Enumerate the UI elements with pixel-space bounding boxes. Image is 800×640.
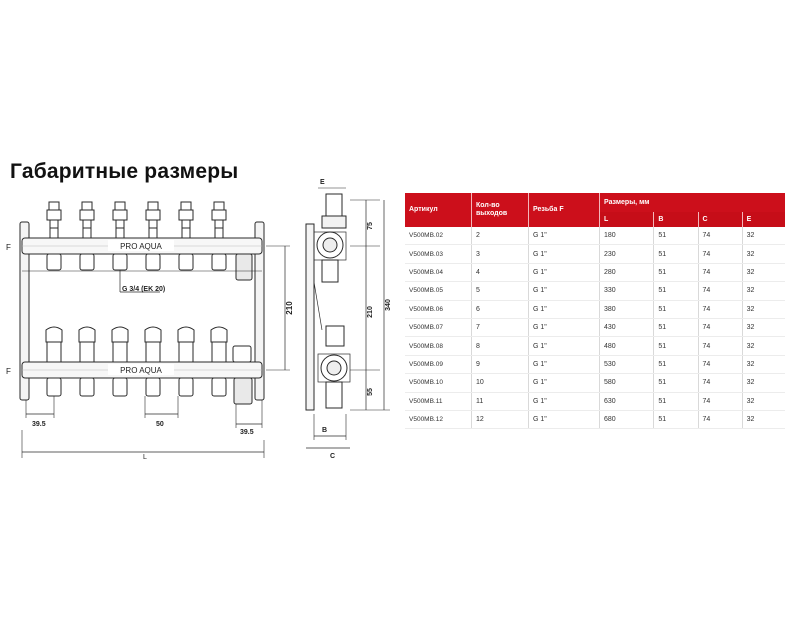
header-c: C xyxy=(698,212,742,227)
cell-thread: G 1" xyxy=(529,410,600,428)
cell-c: 74 xyxy=(698,392,742,410)
cell-e: 32 xyxy=(742,374,785,392)
flow-meters xyxy=(47,202,226,238)
cell-b: 51 xyxy=(654,245,698,263)
cell-article: V500MB.06 xyxy=(405,300,472,318)
cell-c: 74 xyxy=(698,355,742,373)
cell-thread: G 1" xyxy=(529,374,600,392)
front-view xyxy=(6,202,294,461)
header-e: E xyxy=(742,212,785,227)
supply-bar xyxy=(22,238,262,254)
cell-article: V500MB.10 xyxy=(405,374,472,392)
cell-b: 51 xyxy=(654,227,698,245)
inlet-label-bottom: F xyxy=(6,367,11,376)
table-row xyxy=(405,263,785,281)
cell-article: V500MB.09 xyxy=(405,355,472,373)
side-dim-210: 210 xyxy=(367,306,374,318)
cell-l: 480 xyxy=(600,337,654,355)
cell-article: V500MB.12 xyxy=(405,410,472,428)
cell-e: 32 xyxy=(742,337,785,355)
cell-l: 230 xyxy=(600,245,654,263)
inlet-label-top: F xyxy=(6,243,11,252)
cell-outlets: 9 xyxy=(472,355,529,373)
left-offset-dimension: 39.5 xyxy=(32,421,46,428)
cell-c: 74 xyxy=(698,318,742,336)
length-dimension: L xyxy=(143,454,147,461)
cell-outlets: 4 xyxy=(472,263,529,281)
cell-l: 280 xyxy=(600,263,654,281)
cell-article: V500MB.03 xyxy=(405,245,472,263)
header-thread: Резьба F xyxy=(529,193,600,227)
cell-l: 380 xyxy=(600,300,654,318)
table-row xyxy=(405,355,785,373)
cell-e: 32 xyxy=(742,245,785,263)
cell-l: 530 xyxy=(600,355,654,373)
table-row xyxy=(405,245,785,263)
side-label-e: E xyxy=(320,179,325,186)
brand-label-bottom: PRO AQUA xyxy=(120,366,162,375)
cell-c: 74 xyxy=(698,337,742,355)
outlet-pitch-dimension: 50 xyxy=(156,421,164,428)
cell-e: 32 xyxy=(742,355,785,373)
cell-e: 32 xyxy=(742,282,785,300)
cell-c: 74 xyxy=(698,245,742,263)
cell-b: 51 xyxy=(654,263,698,281)
specification-table xyxy=(405,193,785,429)
cell-outlets: 6 xyxy=(472,300,529,318)
cell-e: 32 xyxy=(742,300,785,318)
table-row xyxy=(405,410,785,428)
side-dim-55: 55 xyxy=(367,388,374,396)
cell-thread: G 1" xyxy=(529,227,600,245)
right-offset-dimension: 39.5 xyxy=(240,429,254,436)
brand-label-top: PRO AQUA xyxy=(120,242,162,251)
cell-article: V500MB.08 xyxy=(405,337,472,355)
cell-c: 74 xyxy=(698,300,742,318)
cell-outlets: 10 xyxy=(472,374,529,392)
page-title: Габаритные размеры xyxy=(10,160,239,183)
cell-c: 74 xyxy=(698,410,742,428)
header-article: Артикул xyxy=(405,193,472,227)
cell-outlets: 8 xyxy=(472,337,529,355)
cell-e: 32 xyxy=(742,410,785,428)
cell-b: 51 xyxy=(654,392,698,410)
cell-l: 430 xyxy=(600,318,654,336)
cell-outlets: 7 xyxy=(472,318,529,336)
cell-b: 51 xyxy=(654,410,698,428)
cell-thread: G 1" xyxy=(529,245,600,263)
cell-thread: G 1" xyxy=(529,318,600,336)
table-row xyxy=(405,300,785,318)
cell-l: 680 xyxy=(600,410,654,428)
table-row xyxy=(405,318,785,336)
cell-outlets: 2 xyxy=(472,227,529,245)
header-b: B xyxy=(654,212,698,227)
cell-c: 74 xyxy=(698,374,742,392)
cell-c: 74 xyxy=(698,282,742,300)
side-view xyxy=(306,179,392,460)
thread-callout: G 3/4 (EK 20) xyxy=(122,286,166,293)
valve-caps xyxy=(46,327,251,362)
cell-thread: G 1" xyxy=(529,392,600,410)
upper-outlets xyxy=(22,254,262,280)
cell-b: 51 xyxy=(654,300,698,318)
side-label-b: B xyxy=(322,427,328,434)
table-row xyxy=(405,337,785,355)
cell-l: 580 xyxy=(600,374,654,392)
cell-c: 74 xyxy=(698,263,742,281)
table-row xyxy=(405,374,785,392)
cell-article: V500MB.07 xyxy=(405,318,472,336)
lower-outlets xyxy=(47,378,252,404)
cell-outlets: 11 xyxy=(472,392,529,410)
cell-b: 51 xyxy=(654,318,698,336)
cell-outlets: 3 xyxy=(472,245,529,263)
side-label-c: C xyxy=(330,453,336,460)
cell-article: V500MB.11 xyxy=(405,392,472,410)
cell-e: 32 xyxy=(742,263,785,281)
header-outlets: Кол-во выходов xyxy=(472,193,529,227)
height-dimension: 210 xyxy=(285,301,294,315)
cell-e: 32 xyxy=(742,392,785,410)
cell-outlets: 12 xyxy=(472,410,529,428)
cell-outlets: 5 xyxy=(472,282,529,300)
cell-article: V500MB.02 xyxy=(405,227,472,245)
cell-thread: G 1" xyxy=(529,337,600,355)
table-row xyxy=(405,392,785,410)
cell-e: 32 xyxy=(742,318,785,336)
cell-b: 51 xyxy=(654,355,698,373)
side-dim-75: 75 xyxy=(367,222,374,230)
side-dim-340: 340 xyxy=(385,299,392,311)
cell-thread: G 1" xyxy=(529,300,600,318)
cell-l: 180 xyxy=(600,227,654,245)
cell-thread: G 1" xyxy=(529,263,600,281)
cell-l: 630 xyxy=(600,392,654,410)
table-row xyxy=(405,282,785,300)
table-row xyxy=(405,227,785,245)
cell-c: 74 xyxy=(698,227,742,245)
cell-b: 51 xyxy=(654,374,698,392)
cell-b: 51 xyxy=(654,337,698,355)
cell-b: 51 xyxy=(654,282,698,300)
cell-thread: G 1" xyxy=(529,282,600,300)
cell-thread: G 1" xyxy=(529,355,600,373)
cell-article: V500MB.04 xyxy=(405,263,472,281)
header-l: L xyxy=(600,212,654,227)
cell-article: V500MB.05 xyxy=(405,282,472,300)
header-sizes: Размеры, мм xyxy=(600,193,786,212)
cell-l: 330 xyxy=(600,282,654,300)
return-bar xyxy=(22,362,262,378)
cell-e: 32 xyxy=(742,227,785,245)
